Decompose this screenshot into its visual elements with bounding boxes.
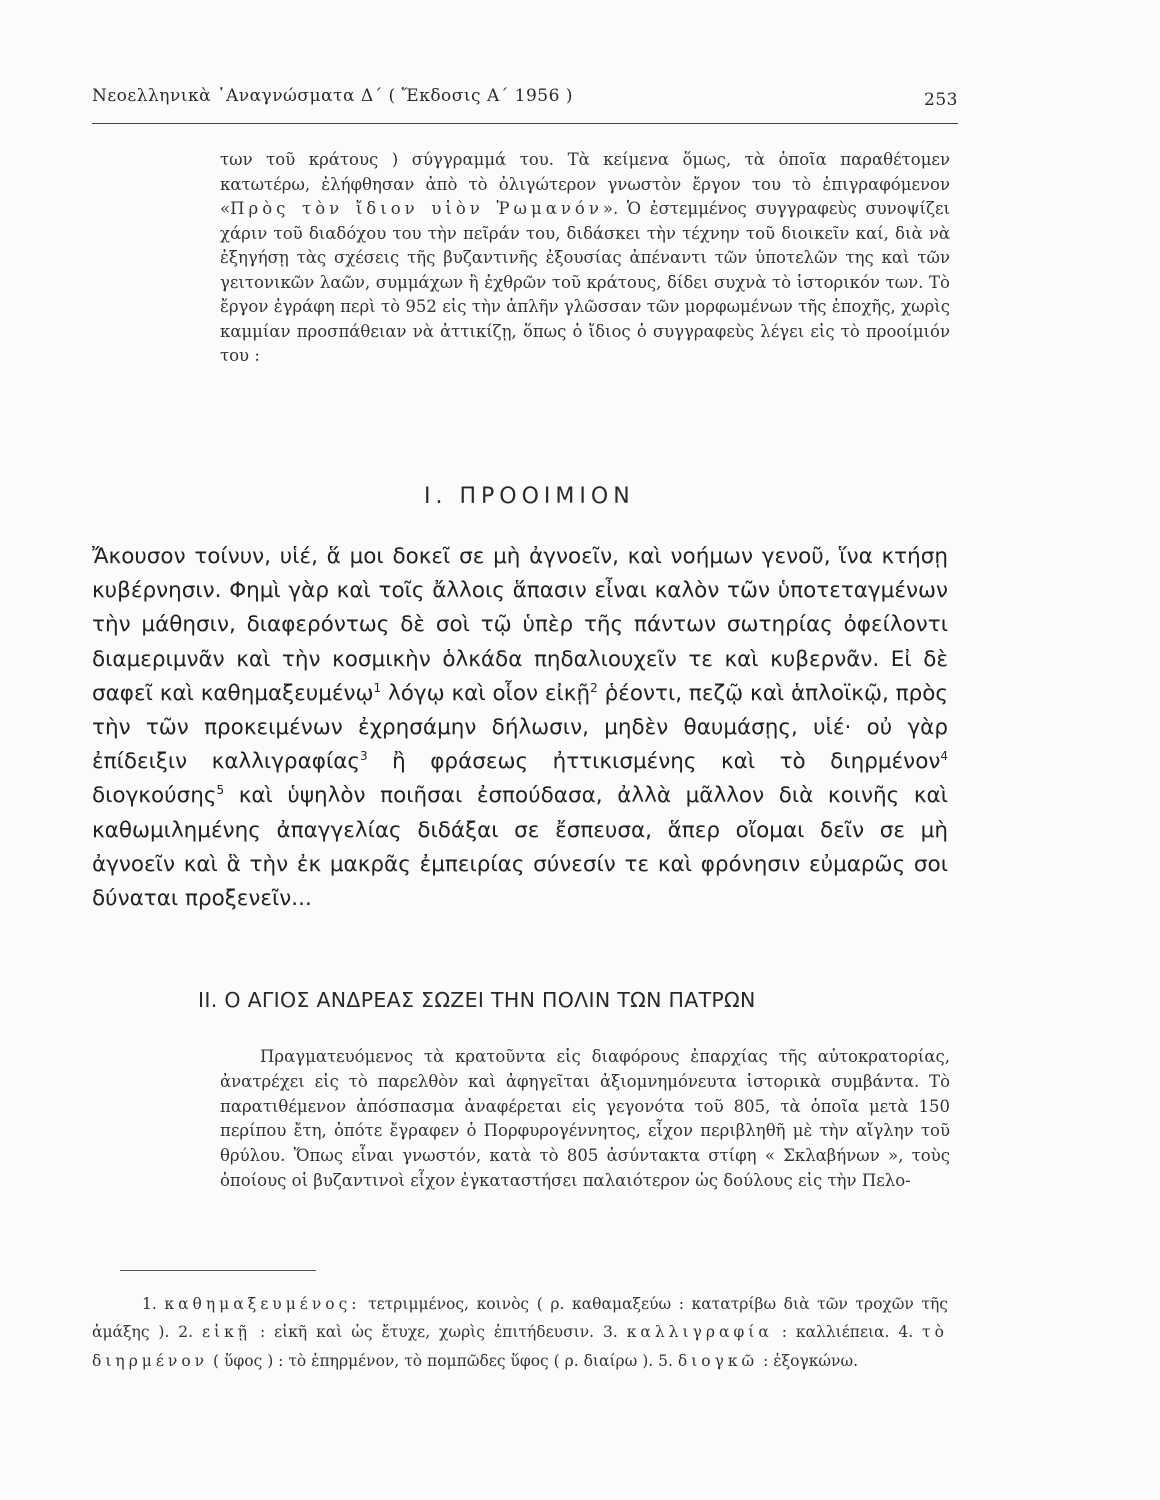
footnote-text: ( ὕφος ) : τὸ ἐπηρμένον, τὸ πομπῶδες ὕφος ( ρ. διαίρω ). [208, 1351, 659, 1370]
page-number: 253 [924, 90, 958, 110]
footnote-term: διογκῶ [677, 1351, 759, 1370]
footnote-text: : ἐξογκώνω. [758, 1351, 859, 1370]
intro-paragraph [220, 148, 950, 369]
prooimion-text-part: καὶ ὑψηλὸν ποιῆσαι ἐσπούδασα, ἀλλὰ μᾶλλον διὰ κοινῆς καὶ καθωμιλημένης ἀπαγγελίας διδάξαι σε ἔσπευσα, ἅπερ οἴομαι δεῖν σε μὴ ἀγνοεῖν καὶ ἃ τὴν ἐκ μακρᾶς ἐμπειρίας σύνεσίν τε καὶ φρόνησιν εὐμαρῶς σοι δύναται προξενεῖν... [92, 783, 948, 912]
footnote-ref: 5 [216, 783, 225, 798]
section-heading-saint-andrew: II. Ο ΑΓΙΟΣ ΑΝΔΡΕΑΣ ΣΩΖΕΙ ΤΗΝ ΠΟΛΙΝ ΤΩΝ ΠΑΤΡΩΝ [198, 988, 756, 1012]
footnote-term: τὸ διηρμένον [92, 1323, 948, 1370]
footnote-number: 5. [658, 1351, 673, 1370]
footnote-text: : εἰκῆ καὶ ὡς ἔτυχε, χωρὶς ἐπιτήδευσιν. [251, 1323, 603, 1342]
footnote-term: καθημαξευμένος: [164, 1295, 361, 1313]
footnote-ref: 4 [940, 749, 948, 764]
footnote-term: καλλιγραφία [626, 1323, 773, 1342]
section2-paragraph: Πραγματευόμενος τὰ κρατοῦντα εἰς διαφόρους ἐπαρχίας τῆς αὐτοκρατορίας, ἀνατρέχει εἰς τὸ παρελθὸν καὶ ἀφηγεῖται ἀξιομνημόνευτα ἱστορικὰ συμβάντα. Τὸ παρατιθέμενον ἀπόσπασμα ἀναφέρεται εἰς γεγονότα τοῦ 805, τὰ ὁποῖα μετὰ 150 περίπου ἔτη, ὁπότε ἔγραφεν ὁ Πορφυρογέννητος, εἶχον περιβληθῆ μὲ τὴν αἴγλην τοῦ θρύλου. Ὅπως εἶναι γνωστόν, κατὰ τὸ 805 ἀσύντακτα στίφη « Σκλαβήνων », τοὺς ὁποίους οἱ βυζαντινοὶ εἶχον ἐγκαταστήσει παλαιότερον ὡς δούλους εἰς τὴν Πελο- [220, 1047, 950, 1190]
running-title: Νεοελληνικὰ ᾿Αναγνώσματα Δ΄ ( Ἔκδοσις Α΄ 1956 ) [92, 86, 573, 106]
prooimion-text-part: Ἄκουσον τοίνυν, υἱέ, ἅ μοι δοκεῖ σε μὴ ἀγνοεῖν, καὶ νοήμων γενοῦ, ἵνα κτήσῃ κυβέρνησιν. Φημὶ γὰρ καὶ τοῖς ἄλλοις ἅπασιν εἶναι καλὸν τῶν ὑποτεταγμένων τὴν μάθησιν, διαφερόντως δὲ σοὶ τῷ ὑπὲρ τῆς πάντων σωτηρίας ὀφείλοντι διαμεριμνᾶν καὶ τὴν κοσμικὴν ὁλκάδα πηδαλιουχεῖν τε καὶ κυβερνᾶν. Εἰ δὲ σαφεῖ καὶ καθημαξευμένῳ [92, 544, 948, 706]
prooimion-text-part: διογκούσης [92, 783, 217, 809]
prooimion-text [92, 540, 948, 916]
footnote-ref: 2 [590, 680, 598, 695]
footnote-number: 3. [602, 1323, 618, 1342]
prooimion-text-part: λόγῳ καὶ οἷον εἰκῇ [381, 680, 591, 706]
footnote-ref: 3 [360, 749, 368, 764]
footnote-rule [120, 1270, 316, 1271]
footnote-number: 2. [178, 1323, 194, 1342]
footnote-text: : καλλιέπεια. [772, 1323, 899, 1342]
section-heading-prooimion: I. ΠΡΟΟΙΜΙΟΝ [424, 484, 635, 509]
footnote-text: τετριμμένος, κοινὸς ( ρ. καθαμαξεύω : κατατρίβω διὰ τῶν τροχῶν τῆς ἁμάξης ). [92, 1295, 948, 1342]
header-rule [92, 123, 958, 124]
running-head [92, 86, 958, 110]
prooimion-text-part: ἢ φράσεως ἠττικισμένης καὶ τὸ διηρμένον [367, 749, 941, 775]
footnote-number: 1. [142, 1295, 157, 1313]
intro-text-1: των τοῦ κράτους ) σύγγραμμά του. Τὰ κείμενα ὅμως, τὰ ὁποῖα παραθέτομεν κατωτέρω, ἐλήφθησαν ἀπὸ τὸ ὀλιγώτερον γνωστὸν ἔργον του τὸ ἐπιγραφόμενον « [220, 150, 950, 218]
prooimion-text-part: ῥέοντι, πεζῷ καὶ ἁπλοϊκῷ, πρὸς τὴν τῶν προκειμένων ἐχρησάμην δήλωσιν, μηδὲν θαυμάσῃς, υἱέ· οὐ γὰρ ἐπίδειξιν καλλιγραφίας [92, 680, 948, 775]
intro-text-2: ». Ὁ ἐστεμμένος συγγραφεὺς συνοψίζει χάριν τοῦ διαδόχου του τὴν πεῖράν του, διδάσκει τὴν τέχνην τοῦ διοικεῖν καί, διὰ νὰ ἐξηγήσῃ τὰς σχέσεις τῆς βυζαντινῆς ἐξουσίας ἀπέναντι τῶν ὑποτελῶν της καὶ τῶν γειτονικῶν λαῶν, συμμάχων ἢ ἐχθρῶν τοῦ κράτους, δίδει συχνὰ τὸ ἱστορικόν των. Τὸ ἔργον ἐγράφη περὶ τὸ 952 εἰς τὴν ἁπλῆν γλῶσσαν τῶν μορφωμένων τῆς ἐποχῆς, χωρὶς καμμίαν προσπάθειαν νὰ ἀττικίζῃ, ὅπως ὁ ἴδιος ὁ συγγραφεὺς λέγει εἰς τὸ προοίμιόν του : [220, 199, 950, 365]
footnote-number: 4. [898, 1323, 914, 1342]
intro-work-title: Πρὸς τὸν ἴδιον υἱὸν Ῥωμανόν [230, 199, 603, 218]
footnote-term: εἰκῇ [202, 1323, 252, 1342]
footnotes [92, 1290, 948, 1375]
footnote-ref: 1 [373, 680, 382, 695]
